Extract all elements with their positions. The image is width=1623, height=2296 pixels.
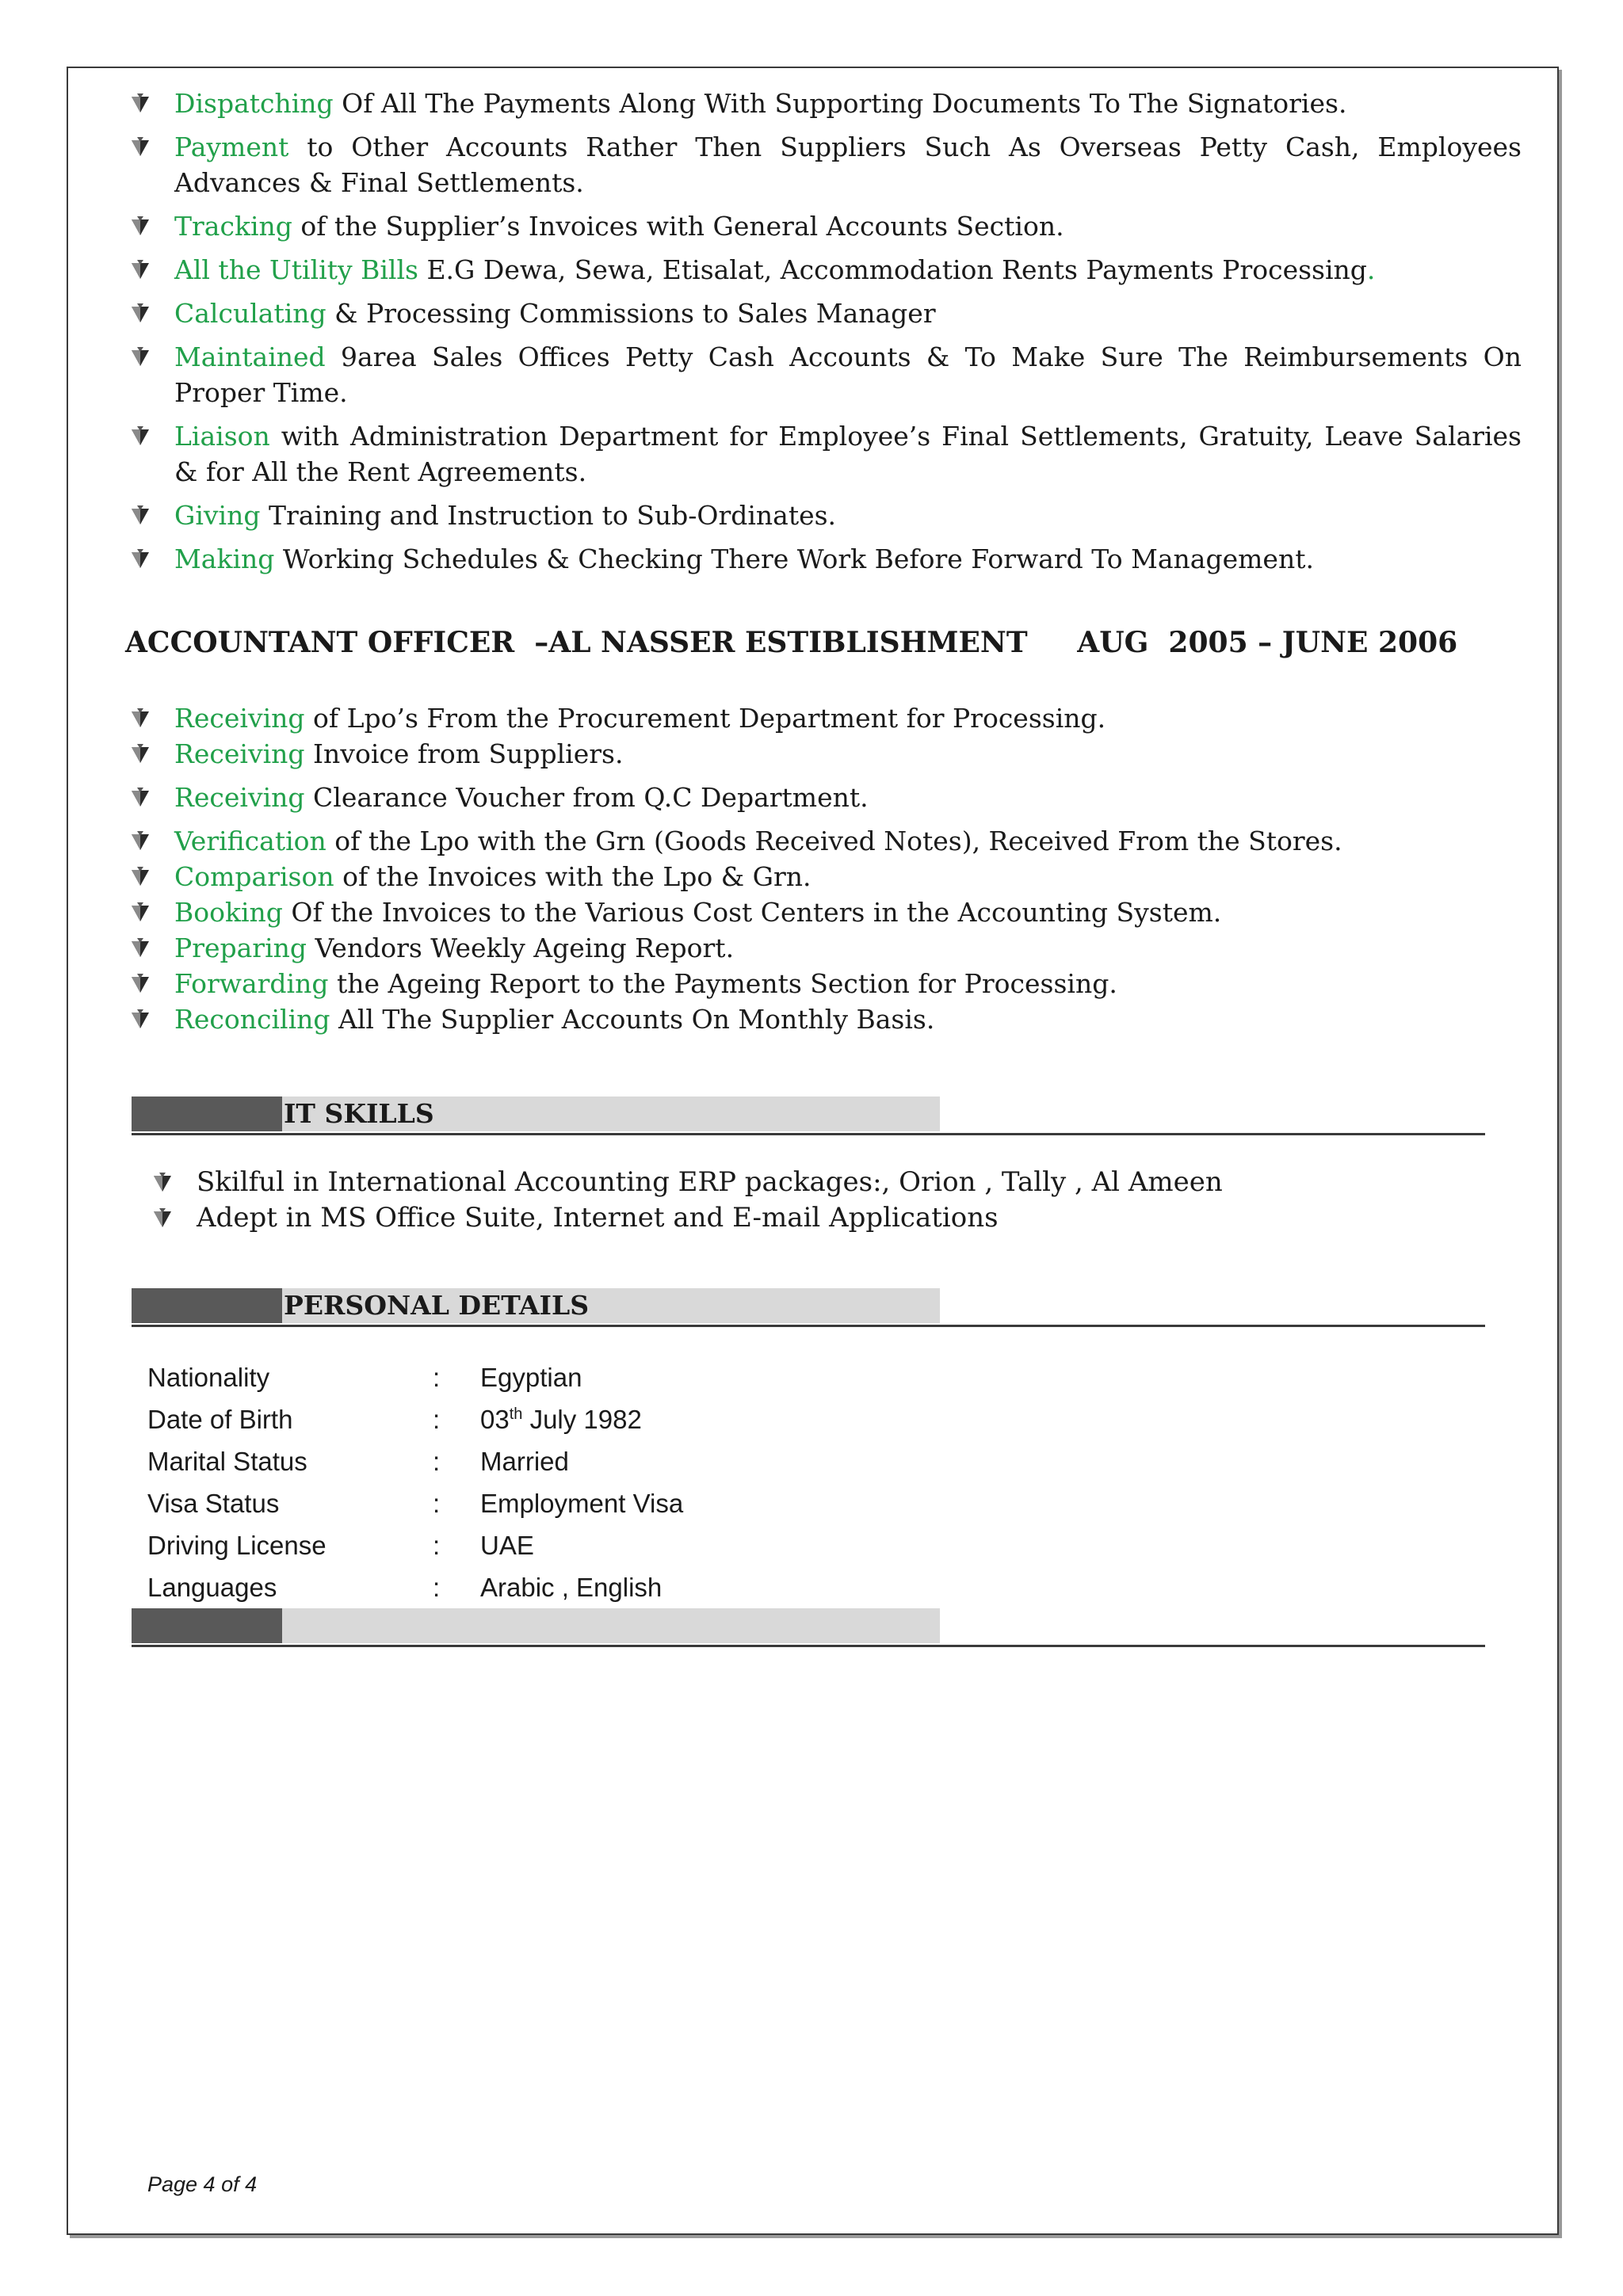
list-item bbox=[127, 252, 1522, 288]
duty-text: to Other Accounts Rather Then Suppliers Such As Overseas Petty Cash, Employees Advances & Final Settlements. bbox=[174, 132, 1522, 198]
detail-label: Marital Status bbox=[147, 1446, 307, 1476]
list-item bbox=[127, 208, 1522, 244]
section-rule bbox=[132, 1325, 1485, 1327]
detail-separator: : bbox=[433, 1446, 441, 1476]
dob-suffix: th bbox=[509, 1405, 523, 1423]
duty-tail: . bbox=[1366, 254, 1376, 285]
list-item bbox=[127, 823, 1522, 859]
list-item bbox=[127, 700, 1522, 736]
duty-text: Invoice from Suppliers. bbox=[304, 738, 624, 769]
it-skills-list bbox=[151, 1165, 1223, 1236]
list-item bbox=[127, 736, 1522, 772]
list-item bbox=[127, 894, 1522, 930]
duty-text: E.G Dewa, Sewa, Etisalat, Accommodation Rents Payments Processing bbox=[418, 254, 1367, 285]
personal-details-section-header bbox=[132, 1288, 1485, 1326]
table-row bbox=[147, 1482, 683, 1524]
duty-keyword: Comparison bbox=[174, 861, 334, 892]
duty-text: the Ageing Report to the Payments Section for Processing. bbox=[328, 968, 1117, 999]
duty-keyword: Liaison bbox=[174, 421, 270, 452]
list-item bbox=[127, 1001, 1522, 1037]
duty-text: of the Invoices with the Lpo & Grn. bbox=[334, 861, 812, 892]
arrow-bullet-icon bbox=[130, 831, 151, 852]
personal-details-table bbox=[147, 1356, 683, 1608]
duty-text: Training and Instruction to Sub-Ordinates. bbox=[260, 500, 837, 531]
arrow-bullet-icon bbox=[130, 549, 151, 570]
arrow-bullet-icon bbox=[130, 744, 151, 765]
arrow-bullet-icon bbox=[130, 1009, 151, 1030]
list-item bbox=[127, 418, 1522, 490]
duty-text: Vendors Weekly Ageing Report. bbox=[307, 933, 735, 963]
duty-text: 9area Sales Offices Petty Cash Accounts & To Make Sure The Reimbursements On Proper Time. bbox=[174, 341, 1522, 408]
list-item bbox=[127, 129, 1522, 200]
duty-keyword: Receiving bbox=[174, 738, 305, 769]
list-item bbox=[127, 296, 1522, 331]
arrow-bullet-icon bbox=[152, 1173, 173, 1193]
list-item bbox=[127, 541, 1522, 577]
dob-day: 03 bbox=[480, 1404, 510, 1434]
duty-keyword: All the Utility Bills bbox=[174, 254, 418, 285]
table-row bbox=[147, 1524, 683, 1566]
list-item bbox=[151, 1165, 1223, 1200]
section-title: PERSONAL DETAILS bbox=[284, 1290, 590, 1321]
job-dates: AUG 2005 – JUNE 2006 bbox=[1077, 626, 1458, 659]
duty-keyword: Making bbox=[174, 543, 275, 574]
duty-text: Of All The Payments Along With Supporting Documents To The Signatories. bbox=[333, 88, 1347, 119]
duty-keyword: Giving bbox=[174, 500, 261, 531]
duty-text: & Processing Commissions to Sales Manager bbox=[326, 298, 936, 329]
detail-label: Driving License bbox=[147, 1530, 327, 1560]
detail-separator: : bbox=[433, 1362, 441, 1392]
arrow-bullet-icon bbox=[130, 426, 151, 447]
detail-value: Arabic , English bbox=[480, 1572, 663, 1602]
closing-section-bar bbox=[132, 1608, 1485, 1646]
section-bar-dark bbox=[132, 1097, 282, 1131]
section-bar-light bbox=[282, 1608, 940, 1643]
duty-text: Of the Invoices to the Various Cost Centers in the Accounting System. bbox=[282, 897, 1222, 928]
list-item bbox=[127, 966, 1522, 1001]
duty-text: of the Lpo with the Grn (Goods Received Notes), Received From the Stores. bbox=[326, 826, 1342, 856]
detail-label: Languages bbox=[147, 1572, 277, 1602]
arrow-bullet-icon bbox=[152, 1208, 173, 1229]
duty-keyword: Receiving bbox=[174, 703, 305, 734]
table-row bbox=[147, 1398, 683, 1440]
duty-keyword: Tracking bbox=[174, 211, 292, 242]
duty-keyword: Verification bbox=[174, 826, 327, 856]
section-bar-dark bbox=[132, 1608, 282, 1643]
table-row bbox=[147, 1566, 683, 1608]
section-title: IT SKILLS bbox=[284, 1098, 434, 1129]
detail-separator: : bbox=[433, 1404, 441, 1434]
arrow-bullet-icon bbox=[130, 137, 151, 158]
duty-text: Clearance Voucher from Q.C Department. bbox=[304, 782, 869, 813]
list-item bbox=[127, 86, 1522, 121]
dob-rest: July 1982 bbox=[522, 1404, 642, 1434]
it-skills-section-header bbox=[132, 1097, 1485, 1135]
duty-keyword: Forwarding bbox=[174, 968, 329, 999]
arrow-bullet-icon bbox=[130, 303, 151, 324]
arrow-bullet-icon bbox=[130, 974, 151, 994]
duty-keyword: Dispatching bbox=[174, 88, 334, 119]
detail-value: UAE bbox=[480, 1530, 534, 1560]
arrow-bullet-icon bbox=[130, 93, 151, 114]
list-item bbox=[127, 780, 1522, 815]
section-bar-dark bbox=[132, 1288, 282, 1323]
arrow-bullet-icon bbox=[130, 216, 151, 237]
detail-label: Nationality bbox=[147, 1362, 270, 1392]
duty-keyword: Maintained bbox=[174, 341, 326, 372]
table-row bbox=[147, 1356, 683, 1398]
arrow-bullet-icon bbox=[130, 867, 151, 887]
list-item bbox=[151, 1200, 1223, 1236]
detail-separator: : bbox=[433, 1488, 441, 1518]
duty-keyword: Calculating bbox=[174, 298, 327, 329]
job-duties-list bbox=[127, 700, 1522, 1037]
skill-text: Skilful in International Accounting ERP packages:, Orion , Tally , Al Ameen bbox=[197, 1166, 1223, 1198]
table-row bbox=[147, 1440, 683, 1482]
duty-text: of the Supplier’s Invoices with General Accounts Section. bbox=[292, 211, 1064, 242]
job-heading bbox=[125, 626, 1457, 659]
detail-separator: : bbox=[433, 1530, 441, 1560]
list-item bbox=[127, 930, 1522, 966]
duty-text: Working Schedules & Checking There Work Before Forward To Management. bbox=[274, 543, 1314, 574]
list-item bbox=[127, 498, 1522, 533]
duty-text: with Administration Department for Employee’s Final Settlements, Gratuity, Leave Salaries & for All the Rent Agreements. bbox=[174, 421, 1522, 487]
arrow-bullet-icon bbox=[130, 347, 151, 368]
previous-duties-list bbox=[127, 86, 1522, 585]
list-item bbox=[127, 339, 1522, 410]
detail-label: Visa Status bbox=[147, 1488, 280, 1518]
skill-text: Adept in MS Office Suite, Internet and E-mail Applications bbox=[197, 1202, 999, 1234]
duty-keyword: Preparing bbox=[174, 933, 307, 963]
duty-keyword: Receiving bbox=[174, 782, 305, 813]
arrow-bullet-icon bbox=[130, 788, 151, 808]
duty-keyword: Payment bbox=[174, 132, 289, 162]
detail-separator: : bbox=[433, 1572, 441, 1602]
section-rule bbox=[132, 1645, 1485, 1647]
duty-keyword: Booking bbox=[174, 897, 283, 928]
detail-value bbox=[480, 1398, 683, 1440]
arrow-bullet-icon bbox=[130, 505, 151, 526]
arrow-bullet-icon bbox=[130, 708, 151, 729]
duty-keyword: Reconciling bbox=[174, 1004, 330, 1035]
page-number: Page 4 of 4 bbox=[147, 2172, 258, 2196]
arrow-bullet-icon bbox=[130, 902, 151, 923]
detail-value: Egyptian bbox=[480, 1362, 582, 1392]
detail-value: Employment Visa bbox=[480, 1488, 684, 1518]
detail-value: Married bbox=[480, 1446, 569, 1476]
list-item bbox=[127, 859, 1522, 894]
duty-text: of Lpo’s From the Procurement Department for Processing. bbox=[304, 703, 1106, 734]
arrow-bullet-icon bbox=[130, 260, 151, 280]
detail-label: Date of Birth bbox=[147, 1404, 293, 1434]
duty-text: All The Supplier Accounts On Monthly Basis. bbox=[330, 1004, 935, 1035]
section-rule bbox=[132, 1133, 1485, 1135]
arrow-bullet-icon bbox=[130, 938, 151, 959]
job-title: ACCOUNTANT OFFICER –AL NASSER ESTIBLISHMENT bbox=[125, 626, 1028, 659]
